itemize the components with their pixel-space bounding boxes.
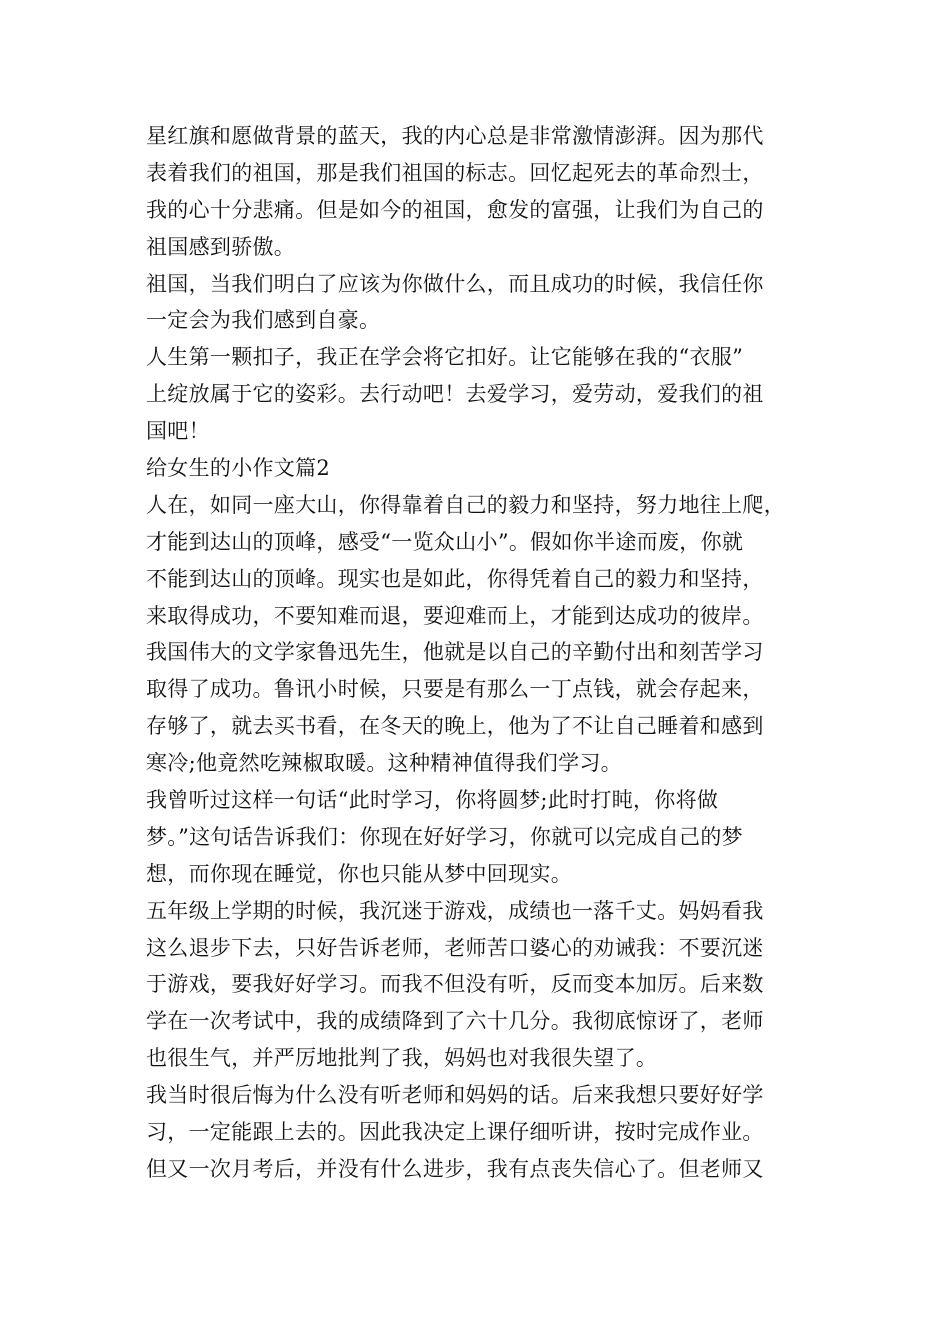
text-line: 我曾听过这样一句话“此时学习，你将圆梦;此时打盹，你将做 — [146, 788, 719, 813]
text-line: 我当时很后悔为什么没有听老师和妈妈的话。后来我想只要好好学 — [146, 1083, 764, 1108]
section-heading: 给女生的小作文篇2 — [146, 456, 331, 481]
text-line: 不能到达山的顶峰。现实也是如此，你得凭着自己的毅力和坚持， — [146, 566, 764, 591]
text-line: 想，而你现在睡觉，你也只能从梦中回现实。 — [146, 861, 572, 886]
text-line: 我国伟大的文学家鲁迅先生，他就是以自己的辛勤付出和刻苦学习 — [146, 640, 764, 665]
text-line: 祖国，当我们明白了应该为你做什么，而且成功的时候，我信任你 — [146, 271, 764, 296]
text-line: 一定会为我们感到自豪。 — [146, 308, 381, 333]
text-line: 祖国感到骄傲。 — [146, 234, 296, 259]
text-line: 五年级上学期的时候，我沉迷于游戏，成绩也一落千丈。妈妈看我 — [146, 898, 764, 923]
text-line: 寒冷;他竟然吃辣椒取暖。这种精神值得我们学习。 — [146, 751, 622, 776]
text-line: 于游戏，要我好好学习。而我不但没有听，反而变本加厉。后来数 — [146, 972, 764, 997]
text-line: 星红旗和愿做背景的蓝天，我的内心总是非常激情澎湃。因为那代 — [146, 124, 764, 148]
text-line: 表着我们的祖国，那是我们祖国的标志。回忆起死去的革命烈士， — [146, 160, 764, 185]
text-line: 我的心十分悲痛。但是如今的祖国，愈发的富强，让我们为自己的 — [146, 197, 764, 222]
text-line: 人生第一颗扣子，我正在学会将它扣好。让它能够在我的“衣服” — [146, 345, 744, 370]
text-line: 才能到达山的顶峰，感受“一览众山小”。假如你半途而废，你就 — [146, 529, 744, 554]
text-line: 学在一次考试中，我的成绩降到了六十几分。我彻底惊讶了，老师 — [146, 1009, 764, 1034]
text-line: 上绽放属于它的姿彩。去行动吧！去爱学习，爱劳动，爱我们的祖 — [146, 382, 764, 407]
text-line: 来取得成功，不要知难而退，要迎难而上，才能到达成功的彼岸。 — [146, 603, 764, 628]
text-line: 梦。”这句话告诉我们：你现在好好学习，你就可以完成自己的梦 — [146, 824, 743, 849]
text-line: 也很生气，并严厉地批判了我，妈妈也对我很失望了。 — [146, 1046, 658, 1071]
document-body — [146, 118, 816, 1188]
text-line: 人在，如同一座大山，你得靠着自己的毅力和坚持，努力地往上爬， — [146, 492, 785, 517]
text-line: 这么退步下去，只好告诉老师，老师苦口婆心的劝诫我：不要沉迷 — [146, 935, 764, 960]
text-line: 习，一定能跟上去的。因此我决定上课仔细听讲，按时完成作业。 — [146, 1120, 764, 1145]
text-line: 存够了，就去买书看，在冬天的晚上，他为了不让自己睡着和感到 — [146, 714, 764, 739]
text-line: 取得了成功。鲁讯小时候，只要是有那么一丁点钱，就会存起来， — [146, 677, 764, 702]
text-line: 国吧！ — [146, 419, 210, 444]
text-line: 但又一次月考后，并没有什么进步，我有点丧失信心了。但老师又 — [146, 1156, 764, 1181]
